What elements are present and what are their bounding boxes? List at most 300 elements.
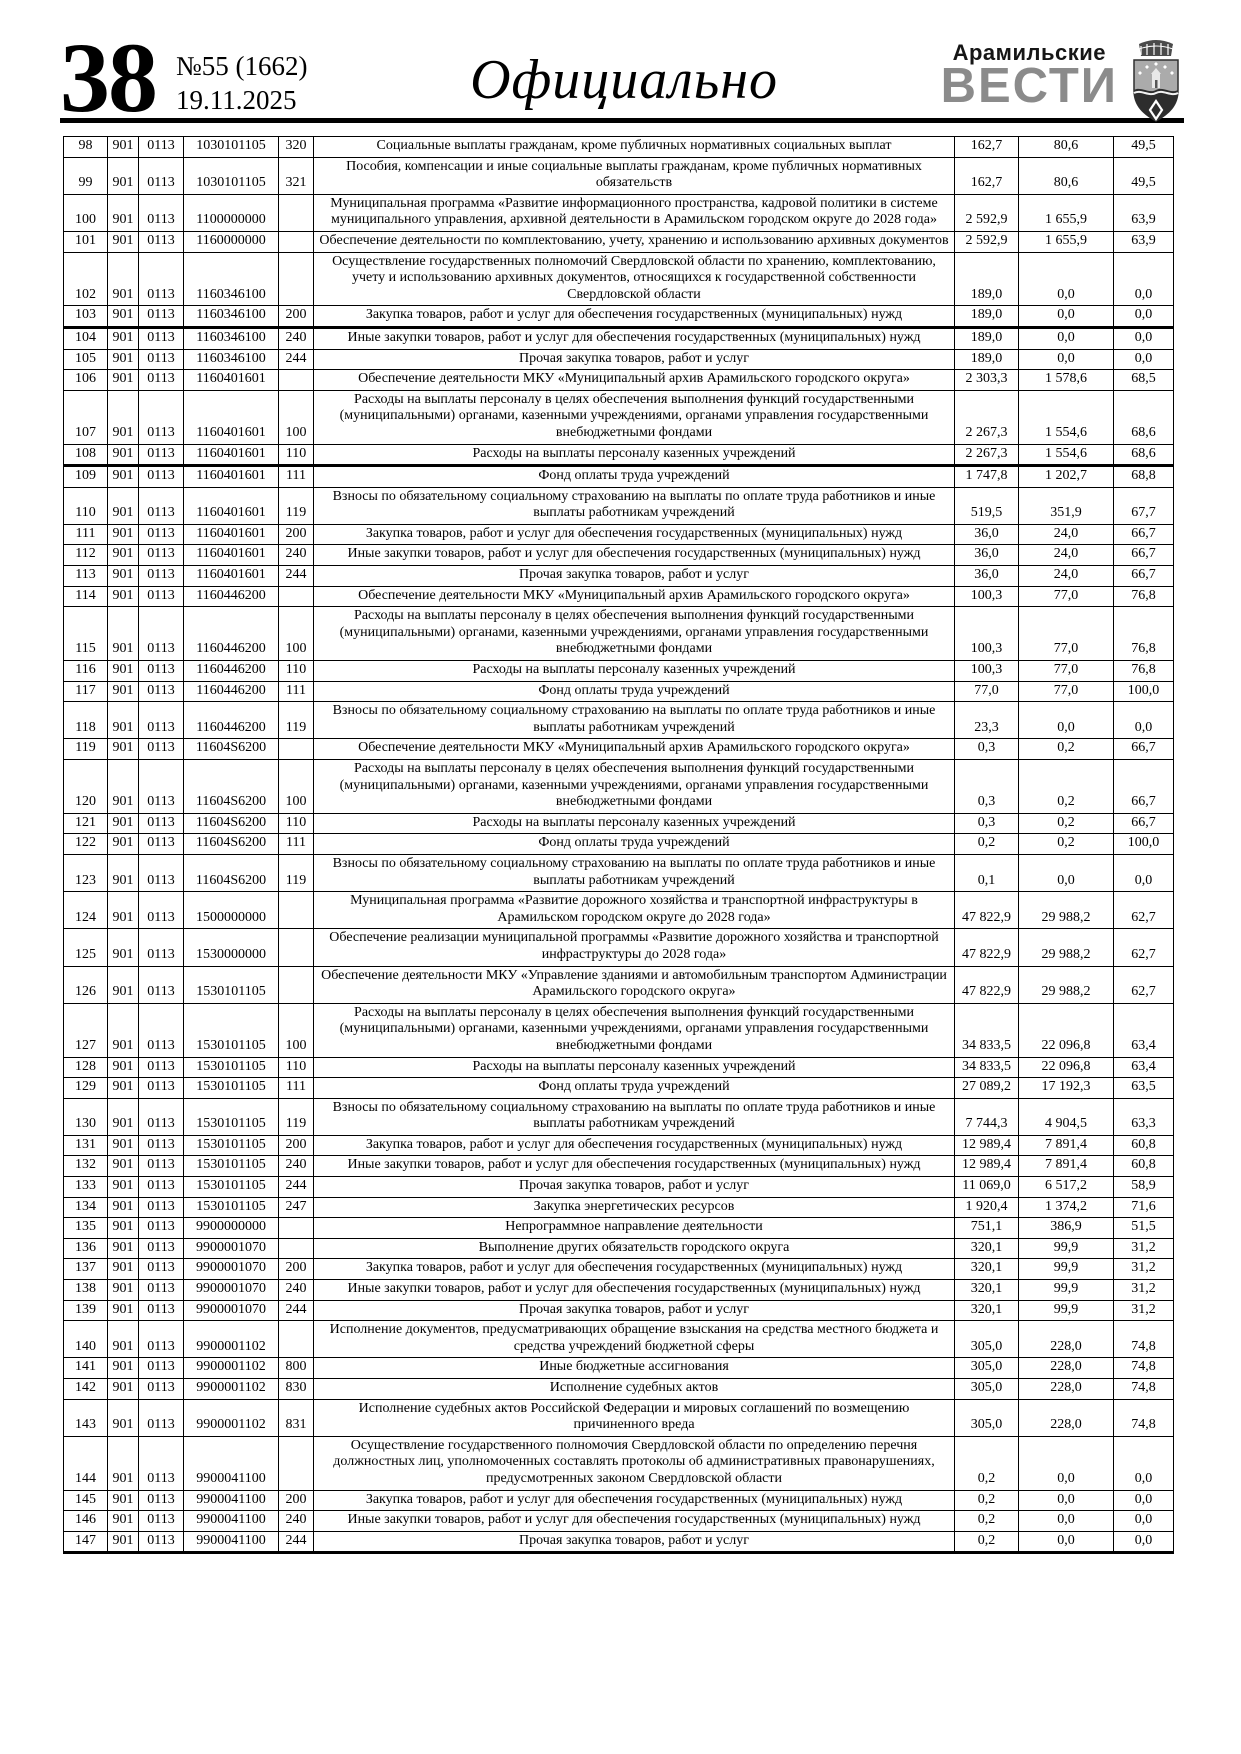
executed-amount-cell: 29 988,2 bbox=[1019, 966, 1114, 1003]
table-row bbox=[64, 661, 1174, 682]
percent-cell: 66,7 bbox=[1114, 813, 1174, 834]
expense-type-cell: 111 bbox=[279, 1078, 314, 1099]
row-number-cell: 124 bbox=[64, 892, 108, 929]
table-row bbox=[64, 1379, 1174, 1400]
grbs-code-cell: 901 bbox=[108, 306, 139, 328]
grbs-code-cell: 901 bbox=[108, 137, 139, 158]
plan-amount-cell: 519,5 bbox=[955, 487, 1019, 524]
target-article-cell: 1530101105 bbox=[184, 1057, 279, 1078]
expense-type-cell: 200 bbox=[279, 1135, 314, 1156]
target-article-cell: 9900041100 bbox=[184, 1490, 279, 1511]
row-number-cell: 138 bbox=[64, 1280, 108, 1301]
plan-amount-cell: 189,0 bbox=[955, 252, 1019, 306]
row-number-cell: 107 bbox=[64, 390, 108, 444]
expense-name-cell: Расходы на выплаты персоналу казенных учреждений bbox=[314, 661, 955, 682]
row-number-cell: 127 bbox=[64, 1003, 108, 1057]
table-row bbox=[64, 1399, 1174, 1436]
percent-cell: 67,7 bbox=[1114, 487, 1174, 524]
expense-type-cell: 200 bbox=[279, 1490, 314, 1511]
table-row bbox=[64, 1280, 1174, 1301]
plan-amount-cell: 305,0 bbox=[955, 1358, 1019, 1379]
grbs-code-cell: 901 bbox=[108, 892, 139, 929]
grbs-code-cell: 901 bbox=[108, 487, 139, 524]
executed-amount-cell: 24,0 bbox=[1019, 545, 1114, 566]
expense-type-cell: 320 bbox=[279, 137, 314, 158]
table-row bbox=[64, 1218, 1174, 1239]
plan-amount-cell: 100,3 bbox=[955, 661, 1019, 682]
expense-name-cell: Обеспечение деятельности МКУ «Муниципальный архив Арамильского городского округа» bbox=[314, 586, 955, 607]
row-number-cell: 118 bbox=[64, 702, 108, 739]
plan-amount-cell: 12 989,4 bbox=[955, 1135, 1019, 1156]
grbs-code-cell: 901 bbox=[108, 390, 139, 444]
target-article-cell: 11604S6200 bbox=[184, 834, 279, 855]
plan-amount-cell: 7 744,3 bbox=[955, 1098, 1019, 1135]
expense-name-cell: Закупка товаров, работ и услуг для обеспечения государственных (муниципальных) нужд bbox=[314, 524, 955, 545]
grbs-code-cell: 901 bbox=[108, 739, 139, 760]
executed-amount-cell: 1 374,2 bbox=[1019, 1197, 1114, 1218]
plan-amount-cell: 36,0 bbox=[955, 524, 1019, 545]
section-code-cell: 0113 bbox=[139, 1490, 184, 1511]
expense-name-cell: Прочая закупка товаров, работ и услуг bbox=[314, 1177, 955, 1198]
expense-name-cell: Выполнение других обязательств городского округа bbox=[314, 1238, 955, 1259]
expense-type-cell: 111 bbox=[279, 681, 314, 702]
row-number-cell: 109 bbox=[64, 466, 108, 488]
expense-type-cell: 100 bbox=[279, 1003, 314, 1057]
expense-name-cell: Прочая закупка товаров, работ и услуг bbox=[314, 1531, 955, 1553]
target-article-cell: 1160401601 bbox=[184, 524, 279, 545]
table-row bbox=[64, 702, 1174, 739]
section-code-cell: 0113 bbox=[139, 1135, 184, 1156]
table-row bbox=[64, 444, 1174, 466]
plan-amount-cell: 2 592,9 bbox=[955, 231, 1019, 252]
expense-name-cell: Муниципальная программа «Развитие дорожного хозяйства и транспортной инфраструктуры в Арамильском городском округе до 2028 года» bbox=[314, 892, 955, 929]
table-row bbox=[64, 681, 1174, 702]
plan-amount-cell: 0,2 bbox=[955, 1436, 1019, 1490]
target-article-cell: 1160346100 bbox=[184, 306, 279, 328]
row-number-cell: 136 bbox=[64, 1238, 108, 1259]
plan-amount-cell: 2 592,9 bbox=[955, 194, 1019, 231]
row-number-cell: 114 bbox=[64, 586, 108, 607]
expense-type-cell bbox=[279, 1436, 314, 1490]
executed-amount-cell: 228,0 bbox=[1019, 1358, 1114, 1379]
expense-type-cell: 830 bbox=[279, 1379, 314, 1400]
expense-name-cell: Исполнение судебных актов bbox=[314, 1379, 955, 1400]
expense-name-cell: Расходы на выплаты персоналу казенных учреждений bbox=[314, 444, 955, 466]
row-number-cell: 139 bbox=[64, 1300, 108, 1321]
grbs-code-cell: 901 bbox=[108, 1436, 139, 1490]
executed-amount-cell: 228,0 bbox=[1019, 1399, 1114, 1436]
table-row bbox=[64, 1321, 1174, 1358]
plan-amount-cell: 36,0 bbox=[955, 545, 1019, 566]
target-article-cell: 1160346100 bbox=[184, 327, 279, 349]
page-header bbox=[0, 0, 1241, 133]
section-code-cell: 0113 bbox=[139, 813, 184, 834]
grbs-code-cell: 901 bbox=[108, 157, 139, 194]
row-number-cell: 141 bbox=[64, 1358, 108, 1379]
expense-type-cell: 200 bbox=[279, 524, 314, 545]
row-number-cell: 121 bbox=[64, 813, 108, 834]
target-article-cell: 1160401601 bbox=[184, 545, 279, 566]
percent-cell: 100,0 bbox=[1114, 834, 1174, 855]
expense-type-cell: 200 bbox=[279, 306, 314, 328]
grbs-code-cell: 901 bbox=[108, 1057, 139, 1078]
expense-name-cell: Обеспечение деятельности МКУ «Управление зданиями и автомобильным транспортом Администрации Арамильского городского округа» bbox=[314, 966, 955, 1003]
grbs-code-cell: 901 bbox=[108, 231, 139, 252]
table-row bbox=[64, 306, 1174, 328]
grbs-code-cell: 901 bbox=[108, 929, 139, 966]
expense-name-cell: Иные бюджетные ассигнования bbox=[314, 1358, 955, 1379]
table-row bbox=[64, 929, 1174, 966]
target-article-cell: 1530101105 bbox=[184, 1197, 279, 1218]
executed-amount-cell: 228,0 bbox=[1019, 1379, 1114, 1400]
plan-amount-cell: 36,0 bbox=[955, 566, 1019, 587]
row-number-cell: 122 bbox=[64, 834, 108, 855]
section-code-cell: 0113 bbox=[139, 1156, 184, 1177]
masthead-name-top: Арамильские bbox=[952, 40, 1106, 65]
plan-amount-cell: 34 833,5 bbox=[955, 1003, 1019, 1057]
plan-amount-cell: 0,3 bbox=[955, 739, 1019, 760]
table-row bbox=[64, 854, 1174, 891]
section-code-cell: 0113 bbox=[139, 466, 184, 488]
expense-name-cell: Расходы на выплаты персоналу в целях обеспечения выполнения функций государственными (муниципальными) органами, казенными учреждениями, органами управления государственными внебюджетными фондами bbox=[314, 607, 955, 661]
expense-name-cell: Обеспечение деятельности МКУ «Муниципальный архив Арамильского городского округа» bbox=[314, 739, 955, 760]
executed-amount-cell: 0,0 bbox=[1019, 349, 1114, 370]
plan-amount-cell: 34 833,5 bbox=[955, 1057, 1019, 1078]
plan-amount-cell: 162,7 bbox=[955, 137, 1019, 158]
target-article-cell: 1160346100 bbox=[184, 349, 279, 370]
grbs-code-cell: 901 bbox=[108, 444, 139, 466]
expense-name-cell: Иные закупки товаров, работ и услуг для обеспечения государственных (муниципальных) нужд bbox=[314, 1156, 955, 1177]
expense-type-cell: 119 bbox=[279, 702, 314, 739]
expense-type-cell: 110 bbox=[279, 444, 314, 466]
percent-cell: 31,2 bbox=[1114, 1300, 1174, 1321]
plan-amount-cell: 1 747,8 bbox=[955, 466, 1019, 488]
row-number-cell: 106 bbox=[64, 370, 108, 391]
expense-type-cell bbox=[279, 892, 314, 929]
masthead bbox=[941, 40, 1185, 126]
expense-type-cell: 119 bbox=[279, 1098, 314, 1135]
row-number-cell: 126 bbox=[64, 966, 108, 1003]
expense-name-cell: Исполнение судебных актов Российской Федерации и мировых соглашений по возмещению причиненного вреда bbox=[314, 1399, 955, 1436]
expense-type-cell: 244 bbox=[279, 349, 314, 370]
executed-amount-cell: 17 192,3 bbox=[1019, 1078, 1114, 1099]
plan-amount-cell: 100,3 bbox=[955, 586, 1019, 607]
grbs-code-cell: 901 bbox=[108, 466, 139, 488]
expense-name-cell: Иные закупки товаров, работ и услуг для обеспечения государственных (муниципальных) нужд bbox=[314, 545, 955, 566]
target-article-cell: 1530101105 bbox=[184, 1078, 279, 1099]
expense-name-cell: Иные закупки товаров, работ и услуг для обеспечения государственных (муниципальных) нужд bbox=[314, 327, 955, 349]
section-code-cell: 0113 bbox=[139, 1197, 184, 1218]
row-number-cell: 137 bbox=[64, 1259, 108, 1280]
percent-cell: 68,6 bbox=[1114, 444, 1174, 466]
section-code-cell: 0113 bbox=[139, 1238, 184, 1259]
section-code-cell: 0113 bbox=[139, 1321, 184, 1358]
expense-name-cell: Взносы по обязательному социальному страхованию на выплаты по оплате труда работников и иные выплаты работникам учреждений bbox=[314, 702, 955, 739]
target-article-cell: 1100000000 bbox=[184, 194, 279, 231]
target-article-cell: 11604S6200 bbox=[184, 813, 279, 834]
executed-amount-cell: 29 988,2 bbox=[1019, 929, 1114, 966]
executed-amount-cell: 0,0 bbox=[1019, 327, 1114, 349]
expense-name-cell: Фонд оплаты труда учреждений bbox=[314, 466, 955, 488]
expense-type-cell bbox=[279, 252, 314, 306]
plan-amount-cell: 12 989,4 bbox=[955, 1156, 1019, 1177]
percent-cell: 63,3 bbox=[1114, 1098, 1174, 1135]
grbs-code-cell: 901 bbox=[108, 854, 139, 891]
plan-amount-cell: 23,3 bbox=[955, 702, 1019, 739]
percent-cell: 0,0 bbox=[1114, 327, 1174, 349]
row-number-cell: 147 bbox=[64, 1531, 108, 1553]
grbs-code-cell: 901 bbox=[108, 607, 139, 661]
grbs-code-cell: 901 bbox=[108, 586, 139, 607]
expense-type-cell: 119 bbox=[279, 854, 314, 891]
plan-amount-cell: 320,1 bbox=[955, 1300, 1019, 1321]
expense-name-cell: Расходы на выплаты персоналу казенных учреждений bbox=[314, 813, 955, 834]
plan-amount-cell: 189,0 bbox=[955, 349, 1019, 370]
table-row bbox=[64, 1436, 1174, 1490]
executed-amount-cell: 80,6 bbox=[1019, 137, 1114, 158]
issue-block bbox=[176, 50, 308, 118]
row-number-cell: 102 bbox=[64, 252, 108, 306]
expense-type-cell: 321 bbox=[279, 157, 314, 194]
executed-amount-cell: 0,0 bbox=[1019, 702, 1114, 739]
section-code-cell: 0113 bbox=[139, 1280, 184, 1301]
target-article-cell: 9900001102 bbox=[184, 1358, 279, 1379]
section-code-cell: 0113 bbox=[139, 137, 184, 158]
table-row bbox=[64, 1156, 1174, 1177]
expense-type-cell: 800 bbox=[279, 1358, 314, 1379]
row-number-cell: 134 bbox=[64, 1197, 108, 1218]
target-article-cell: 1160446200 bbox=[184, 681, 279, 702]
expense-type-cell: 831 bbox=[279, 1399, 314, 1436]
expense-type-cell: 240 bbox=[279, 327, 314, 349]
section-code-cell: 0113 bbox=[139, 444, 184, 466]
row-number-cell: 125 bbox=[64, 929, 108, 966]
table-row bbox=[64, 327, 1174, 349]
percent-cell: 31,2 bbox=[1114, 1280, 1174, 1301]
table-row bbox=[64, 1135, 1174, 1156]
expense-type-cell: 240 bbox=[279, 1280, 314, 1301]
grbs-code-cell: 901 bbox=[108, 966, 139, 1003]
table-row bbox=[64, 524, 1174, 545]
expense-name-cell: Обеспечение деятельности МКУ «Муниципальный архив Арамильского городского округа» bbox=[314, 370, 955, 391]
table-row bbox=[64, 1177, 1174, 1198]
grbs-code-cell: 901 bbox=[108, 1218, 139, 1239]
row-number-cell: 105 bbox=[64, 349, 108, 370]
percent-cell: 0,0 bbox=[1114, 306, 1174, 328]
executed-amount-cell: 24,0 bbox=[1019, 566, 1114, 587]
plan-amount-cell: 47 822,9 bbox=[955, 892, 1019, 929]
expense-name-cell: Непрограммное направление деятельности bbox=[314, 1218, 955, 1239]
expense-name-cell: Закупка товаров, работ и услуг для обеспечения государственных (муниципальных) нужд bbox=[314, 1135, 955, 1156]
percent-cell: 66,7 bbox=[1114, 760, 1174, 814]
executed-amount-cell: 0,0 bbox=[1019, 854, 1114, 891]
row-number-cell: 104 bbox=[64, 327, 108, 349]
section-code-cell: 0113 bbox=[139, 1300, 184, 1321]
table-row bbox=[64, 834, 1174, 855]
percent-cell: 74,8 bbox=[1114, 1379, 1174, 1400]
section-code-cell: 0113 bbox=[139, 194, 184, 231]
grbs-code-cell: 901 bbox=[108, 834, 139, 855]
executed-amount-cell: 99,9 bbox=[1019, 1259, 1114, 1280]
percent-cell: 63,4 bbox=[1114, 1003, 1174, 1057]
target-article-cell: 1530101105 bbox=[184, 1098, 279, 1135]
percent-cell: 63,9 bbox=[1114, 194, 1174, 231]
plan-amount-cell: 77,0 bbox=[955, 681, 1019, 702]
section-code-cell: 0113 bbox=[139, 966, 184, 1003]
expense-name-cell: Расходы на выплаты персоналу в целях обеспечения выполнения функций государственными (муниципальными) органами, казенными учреждениями, органами управления государственными внебюджетными фондами bbox=[314, 1003, 955, 1057]
section-code-cell: 0113 bbox=[139, 1379, 184, 1400]
expense-name-cell: Социальные выплаты гражданам, кроме публичных нормативных социальных выплат bbox=[314, 137, 955, 158]
executed-amount-cell: 0,0 bbox=[1019, 1531, 1114, 1553]
executed-amount-cell: 0,2 bbox=[1019, 834, 1114, 855]
expense-type-cell: 247 bbox=[279, 1197, 314, 1218]
table-row bbox=[64, 566, 1174, 587]
plan-amount-cell: 751,1 bbox=[955, 1218, 1019, 1239]
grbs-code-cell: 901 bbox=[108, 1358, 139, 1379]
plan-amount-cell: 0,2 bbox=[955, 1511, 1019, 1532]
table-row bbox=[64, 1098, 1174, 1135]
section-code-cell: 0113 bbox=[139, 586, 184, 607]
section-code-cell: 0113 bbox=[139, 1436, 184, 1490]
percent-cell: 0,0 bbox=[1114, 702, 1174, 739]
executed-amount-cell: 4 904,5 bbox=[1019, 1098, 1114, 1135]
issue-number: №55 (1662) bbox=[176, 51, 308, 81]
table-row bbox=[64, 545, 1174, 566]
grbs-code-cell: 901 bbox=[108, 545, 139, 566]
grbs-code-cell: 901 bbox=[108, 1156, 139, 1177]
executed-amount-cell: 7 891,4 bbox=[1019, 1135, 1114, 1156]
plan-amount-cell: 320,1 bbox=[955, 1280, 1019, 1301]
percent-cell: 74,8 bbox=[1114, 1399, 1174, 1436]
plan-amount-cell: 2 267,3 bbox=[955, 444, 1019, 466]
expense-type-cell: 200 bbox=[279, 1259, 314, 1280]
executed-amount-cell: 228,0 bbox=[1019, 1321, 1114, 1358]
expense-name-cell: Взносы по обязательному социальному страхованию на выплаты по оплате труда работников и иные выплаты работникам учреждений bbox=[314, 487, 955, 524]
executed-amount-cell: 0,0 bbox=[1019, 1490, 1114, 1511]
expense-name-cell: Закупка энергетических ресурсов bbox=[314, 1197, 955, 1218]
percent-cell: 76,8 bbox=[1114, 661, 1174, 682]
table-row bbox=[64, 1057, 1174, 1078]
section-code-cell: 0113 bbox=[139, 607, 184, 661]
expense-type-cell bbox=[279, 966, 314, 1003]
section-code-cell: 0113 bbox=[139, 566, 184, 587]
percent-cell: 62,7 bbox=[1114, 892, 1174, 929]
row-number-cell: 103 bbox=[64, 306, 108, 328]
expense-type-cell bbox=[279, 1218, 314, 1239]
percent-cell: 63,9 bbox=[1114, 231, 1174, 252]
row-number-cell: 146 bbox=[64, 1511, 108, 1532]
section-code-cell: 0113 bbox=[139, 702, 184, 739]
row-number-cell: 116 bbox=[64, 661, 108, 682]
section-code-cell: 0113 bbox=[139, 1399, 184, 1436]
executed-amount-cell: 6 517,2 bbox=[1019, 1177, 1114, 1198]
percent-cell: 0,0 bbox=[1114, 252, 1174, 306]
grbs-code-cell: 901 bbox=[108, 1238, 139, 1259]
target-article-cell: 1160346100 bbox=[184, 252, 279, 306]
expense-name-cell: Фонд оплаты труда учреждений bbox=[314, 681, 955, 702]
plan-amount-cell: 0,3 bbox=[955, 760, 1019, 814]
target-article-cell: 1030101105 bbox=[184, 137, 279, 158]
expense-type-cell: 110 bbox=[279, 813, 314, 834]
executed-amount-cell: 1 578,6 bbox=[1019, 370, 1114, 391]
percent-cell: 31,2 bbox=[1114, 1259, 1174, 1280]
expense-name-cell: Расходы на выплаты персоналу казенных учреждений bbox=[314, 1057, 955, 1078]
grbs-code-cell: 901 bbox=[108, 1490, 139, 1511]
plan-amount-cell: 47 822,9 bbox=[955, 966, 1019, 1003]
target-article-cell: 9900001102 bbox=[184, 1321, 279, 1358]
expense-type-cell bbox=[279, 231, 314, 252]
target-article-cell: 1530101105 bbox=[184, 1135, 279, 1156]
row-number-cell: 144 bbox=[64, 1436, 108, 1490]
expense-type-cell: 244 bbox=[279, 1177, 314, 1198]
executed-amount-cell: 1 202,7 bbox=[1019, 466, 1114, 488]
plan-amount-cell: 0,2 bbox=[955, 1490, 1019, 1511]
executed-amount-cell: 0,0 bbox=[1019, 252, 1114, 306]
expense-name-cell: Прочая закупка товаров, работ и услуг bbox=[314, 566, 955, 587]
section-code-cell: 0113 bbox=[139, 349, 184, 370]
target-article-cell: 11604S6200 bbox=[184, 854, 279, 891]
executed-amount-cell: 7 891,4 bbox=[1019, 1156, 1114, 1177]
section-code-cell: 0113 bbox=[139, 1218, 184, 1239]
expense-type-cell: 240 bbox=[279, 1156, 314, 1177]
expense-name-cell: Обеспечение деятельности по комплектованию, учету, хранению и использованию архивных документов bbox=[314, 231, 955, 252]
percent-cell: 66,7 bbox=[1114, 524, 1174, 545]
grbs-code-cell: 901 bbox=[108, 327, 139, 349]
target-article-cell: 1160446200 bbox=[184, 607, 279, 661]
table-row bbox=[64, 487, 1174, 524]
expense-name-cell: Закупка товаров, работ и услуг для обеспечения государственных (муниципальных) нужд bbox=[314, 1490, 955, 1511]
grbs-code-cell: 901 bbox=[108, 1531, 139, 1553]
section-code-cell: 0113 bbox=[139, 1358, 184, 1379]
expense-name-cell: Иные закупки товаров, работ и услуг для обеспечения государственных (муниципальных) нужд bbox=[314, 1511, 955, 1532]
executed-amount-cell: 0,0 bbox=[1019, 1436, 1114, 1490]
executed-amount-cell: 0,0 bbox=[1019, 306, 1114, 328]
row-number-cell: 99 bbox=[64, 157, 108, 194]
section-code-cell: 0113 bbox=[139, 681, 184, 702]
percent-cell: 62,7 bbox=[1114, 929, 1174, 966]
grbs-code-cell: 901 bbox=[108, 1078, 139, 1099]
grbs-code-cell: 901 bbox=[108, 524, 139, 545]
expense-name-cell: Фонд оплаты труда учреждений bbox=[314, 834, 955, 855]
executed-amount-cell: 1 554,6 bbox=[1019, 390, 1114, 444]
row-number-cell: 143 bbox=[64, 1399, 108, 1436]
issue-date: 19.11.2025 bbox=[176, 84, 297, 115]
percent-cell: 58,9 bbox=[1114, 1177, 1174, 1198]
masthead-name-bottom: ВЕСТИ bbox=[940, 59, 1118, 113]
section-code-cell: 0113 bbox=[139, 157, 184, 194]
plan-amount-cell: 0,2 bbox=[955, 1531, 1019, 1553]
expense-name-cell: Расходы на выплаты персоналу в целях обеспечения выполнения функций государственными (муниципальными) органами, казенными учреждениями, органами управления государственными внебюджетными фондами bbox=[314, 390, 955, 444]
table-row bbox=[64, 231, 1174, 252]
table-row bbox=[64, 586, 1174, 607]
target-article-cell: 1530000000 bbox=[184, 929, 279, 966]
percent-cell: 66,7 bbox=[1114, 545, 1174, 566]
target-article-cell: 11604S6200 bbox=[184, 739, 279, 760]
grbs-code-cell: 901 bbox=[108, 1321, 139, 1358]
table-row bbox=[64, 966, 1174, 1003]
plan-amount-cell: 189,0 bbox=[955, 306, 1019, 328]
expense-type-cell: 240 bbox=[279, 1511, 314, 1532]
row-number-cell: 129 bbox=[64, 1078, 108, 1099]
target-article-cell: 9900001102 bbox=[184, 1379, 279, 1400]
executed-amount-cell: 22 096,8 bbox=[1019, 1003, 1114, 1057]
percent-cell: 66,7 bbox=[1114, 566, 1174, 587]
table-row bbox=[64, 466, 1174, 488]
expense-type-cell: 110 bbox=[279, 661, 314, 682]
plan-amount-cell: 100,3 bbox=[955, 607, 1019, 661]
section-code-cell: 0113 bbox=[139, 892, 184, 929]
expense-name-cell: Муниципальная программа «Развитие информационного пространства, кадровой политики в системе муниципального управления, архивной деятельности в Арамильском городском округе до 2028 года» bbox=[314, 194, 955, 231]
